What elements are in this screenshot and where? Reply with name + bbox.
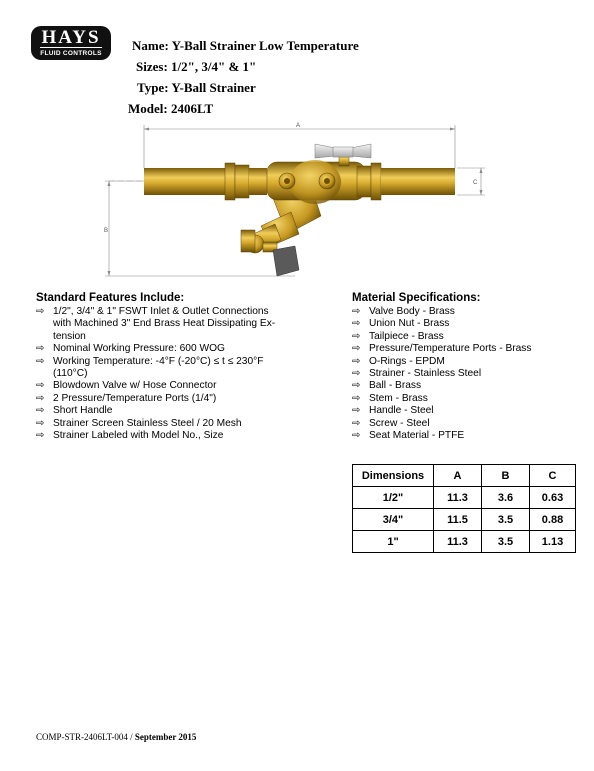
arrow-icon: ⇨	[36, 430, 45, 442]
column-header: C	[530, 465, 576, 487]
spec-sizes	[136, 59, 256, 75]
dimension-b-label: B	[104, 228, 109, 234]
left-union-nut	[235, 165, 249, 198]
arrow-icon: ⇨	[352, 392, 361, 404]
feature-item: ⇨ Strainer Labeled with Model No., Size	[36, 430, 224, 442]
material-item: ⇨ Seat Material - PTFE	[352, 430, 465, 442]
dimension-a	[144, 123, 455, 168]
arrow-icon: ⇨	[352, 405, 361, 417]
spec-sizes-value: 1/2", 3/4" & 1"	[171, 59, 257, 74]
left-tailpiece	[144, 168, 234, 195]
arrow-icon: ⇨	[36, 343, 45, 355]
spec-type-value: Y-Ball Strainer	[171, 80, 256, 95]
arrow-icon: ⇨	[352, 368, 361, 380]
feature-item: ⇨ Nominal Working Pressure: 600 WOG	[36, 343, 225, 355]
table-cell: 1/2"	[353, 487, 434, 509]
table-cell: 1.13	[530, 531, 576, 553]
arrow-icon: ⇨	[36, 417, 45, 429]
table-cell: 3.6	[482, 487, 530, 509]
doc-code: COMP-STR-2406LT-004 /	[36, 732, 135, 742]
spec-model-label: Model:	[128, 101, 168, 116]
arrow-icon: ⇨	[352, 380, 361, 392]
arrow-icon: ⇨	[36, 355, 45, 367]
hose-cap	[273, 246, 299, 276]
material-item: ⇨ Valve Body - Brass	[352, 306, 455, 317]
table-cell: 0.63	[530, 487, 576, 509]
material-item: ⇨ Ball - Brass	[352, 380, 422, 392]
material-item: ⇨ Screw - Steel	[352, 417, 430, 429]
logo-line2: FLUID CONTROLS	[40, 47, 102, 58]
table-row	[353, 509, 576, 531]
standard-features-title: Standard Features Include:	[36, 292, 185, 304]
feature-item-continuation: tension	[53, 330, 86, 342]
handle	[315, 144, 371, 158]
feature-item: ⇨ Short Handle	[36, 405, 113, 417]
right-union-nut	[357, 166, 371, 197]
material-item: ⇨ Strainer - Stainless Steel	[352, 368, 482, 380]
table-row	[353, 487, 576, 509]
feature-item: ⇨ 1/2", 3/4" & 1" FSWT Inlet & Outlet Connections	[36, 306, 269, 317]
dimensions-table	[352, 464, 576, 553]
feature-item: ⇨ Working Temperature: -4°F (-20°C) ≤ t ≤ 230°F	[36, 355, 264, 367]
logo-line1: HAYS	[41, 26, 101, 48]
material-item: ⇨ Stem - Brass	[352, 392, 428, 404]
standard-features-list	[36, 306, 326, 442]
material-item: ⇨ O-Rings - EPDM	[352, 355, 445, 367]
dimension-c	[457, 168, 485, 195]
spec-sizes-label: Sizes:	[136, 59, 168, 74]
material-item: ⇨ Union Nut - Brass	[352, 318, 450, 330]
table-row	[353, 531, 576, 553]
table-cell: 11.3	[434, 487, 482, 509]
table-cell: 11.5	[434, 509, 482, 531]
material-specifications-list	[352, 306, 572, 442]
dimension-a-label: A	[296, 123, 301, 129]
material-specifications-title: Material Specifications:	[352, 292, 481, 304]
column-header: Dimensions	[353, 465, 434, 487]
spec-type	[137, 80, 256, 96]
table-cell: 3/4"	[353, 509, 434, 531]
column-header: A	[434, 465, 482, 487]
doc-date: September 2015	[134, 732, 197, 742]
arrow-icon: ⇨	[352, 417, 361, 429]
feature-item: ⇨ Strainer Screen Stainless Steel / 20 Mesh	[36, 417, 242, 429]
feature-item-continuation: with Machined 3" End Brass Heat Dissipating Ex-	[53, 318, 276, 330]
material-item: ⇨ Pressure/Temperature Ports - Brass	[352, 343, 532, 355]
arrow-icon: ⇨	[36, 405, 45, 417]
table-cell: 1"	[353, 531, 434, 553]
arrow-icon: ⇨	[352, 306, 361, 317]
feature-item: ⇨ Blowdown Valve w/ Hose Connector	[36, 380, 217, 392]
arrow-icon: ⇨	[36, 306, 45, 317]
table-cell: 11.3	[434, 531, 482, 553]
spec-type-label: Type:	[137, 80, 169, 95]
spec-name-value: Y-Ball Strainer Low Temperature	[171, 38, 359, 53]
arrow-icon: ⇨	[36, 392, 45, 404]
arrow-icon: ⇨	[352, 430, 361, 442]
arrow-icon: ⇨	[36, 380, 45, 392]
dimension-c-label: C	[473, 180, 478, 186]
material-item: ⇨ Tailpiece - Brass	[352, 330, 444, 342]
spec-model	[128, 101, 213, 117]
spec-name	[132, 38, 359, 54]
right-tailpiece	[381, 168, 455, 195]
y-ball-strainer-diagram	[95, 118, 505, 280]
table-cell: 3.5	[482, 509, 530, 531]
table-cell: 0.88	[530, 509, 576, 531]
arrow-icon: ⇨	[352, 318, 361, 330]
spec-model-value: 2406LT	[170, 101, 214, 116]
material-item: ⇨ Handle - Steel	[352, 405, 434, 417]
spec-name-label: Name:	[132, 38, 169, 53]
feature-item-continuation: (110°C)	[53, 368, 88, 380]
arrow-icon: ⇨	[352, 343, 361, 355]
arrow-icon: ⇨	[352, 355, 361, 367]
hays-logo	[31, 26, 111, 60]
feature-item: ⇨ 2 Pressure/Temperature Ports (1/4")	[36, 392, 217, 404]
column-header: B	[482, 465, 530, 487]
table-cell: 3.5	[482, 531, 530, 553]
table-header-row	[353, 465, 576, 487]
footer-doc-code	[36, 732, 196, 742]
arrow-icon: ⇨	[352, 330, 361, 342]
